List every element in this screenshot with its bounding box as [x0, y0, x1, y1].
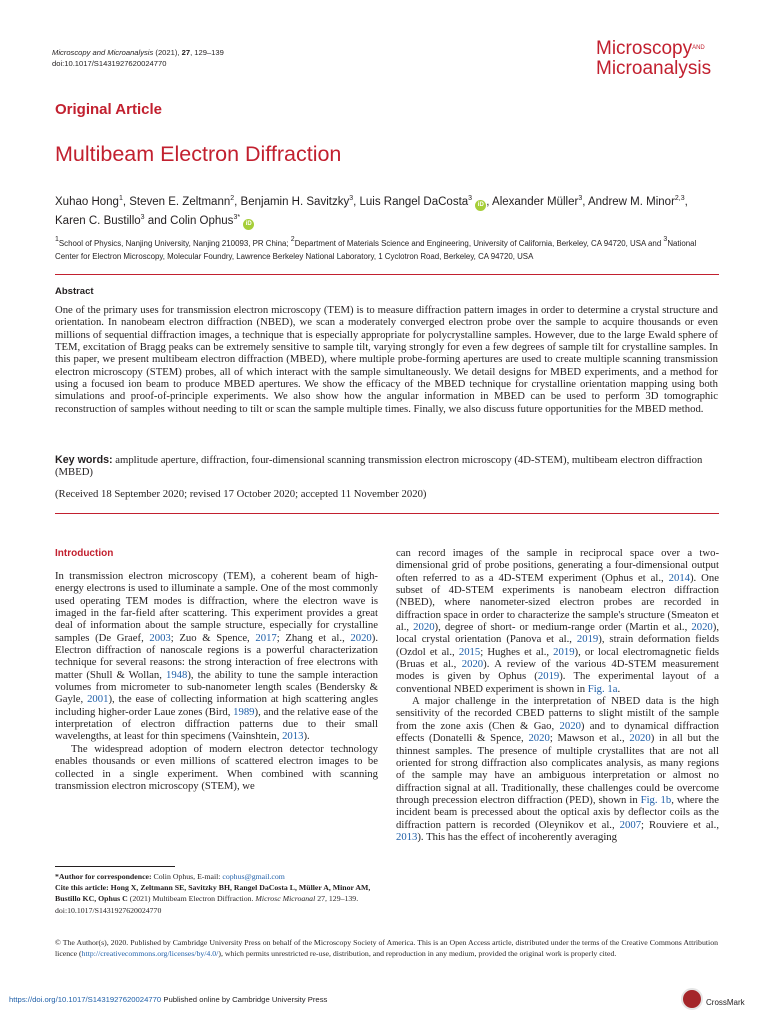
figure-link[interactable]: Fig. 1a — [587, 682, 618, 695]
reference-link[interactable]: 2013 — [396, 830, 418, 843]
text: . — [617, 682, 621, 695]
affil-text: National Center for Electron Microscopy, Molecular Foundry, Lawrence Berkeley National Laboratory, 1 Cyclotron Road, Berkeley, CA 94720, USA — [55, 239, 697, 261]
reference-link[interactable]: 2020 — [629, 732, 651, 745]
divider — [55, 513, 719, 514]
text: ; Zhang et al., — [276, 631, 351, 644]
text: , where the incident beam is precessed about the optical axis by deflector coils as the diffraction pattern is recorded (Oleynikov et al., — [396, 793, 719, 831]
introduction-heading: Introduction — [55, 548, 114, 559]
text: ), the ability to tune the sample interaction volumes from micrometer to sub-nanometer length scales (Bendersky & Gayle, — [55, 668, 378, 706]
cite-pages: , 129–139. doi:10.1017/S1431927620024770 — [55, 894, 359, 915]
affil-mark: 2 — [290, 236, 295, 243]
orcid-icon[interactable]: iD — [243, 219, 254, 230]
text: A major challenge in the interpretation of NBED data is the high sensitivity of the recorded CBED patterns to slight mistilt of the sample from the zone axis (Chen & Gao, — [396, 695, 719, 732]
text: ), strain deformation fields (Ozdol et al., — [396, 633, 719, 658]
reference-link[interactable]: 2013 — [282, 730, 304, 743]
journal-year: (2021), — [155, 48, 180, 57]
text: ), and the relative ease of the interpretation of electron diffraction patterns due to their small wavelengths, at least for thin specimens (Vainshtein, — [55, 705, 378, 743]
author-name: , Steven E. Zeltmann — [122, 196, 231, 208]
keywords — [55, 454, 718, 479]
publication-line — [9, 995, 327, 1004]
author-name: , Luis Rangel DaCosta — [353, 196, 469, 208]
copyright-text: © The Author(s), 2020. Published by Cambridge University Press on behalf of the Microscopy Society of America. This is an Open Access article, distributed under the terms of the Creative Commons Attribution licence ( — [55, 938, 718, 959]
doi-link[interactable]: https://doi.org/10.1017/S1431927620024770 — [9, 995, 162, 1004]
footnote-divider — [55, 866, 175, 867]
text: ), degree of short- or medium-range order (Martin et al., — [434, 621, 692, 634]
published-online-text: Published online by Cambridge University Press — [161, 995, 328, 1004]
email-link[interactable]: cophus@gmail.com — [222, 872, 285, 881]
text: ) in all but the thinnest samples. The presence of multiple crystallites that are not all oriented for strong diffraction also complicates analysis, as many regions of the sample may have an ambiguous interpretation or almost no diffraction signal at all. Traditionally, these challenges could be overcome through precession electron diffraction (PED), shown in — [396, 732, 719, 806]
journal-doi: doi:10.1017/S1431927620024770 — [52, 59, 167, 68]
figure-link[interactable]: Fig. 1b — [640, 793, 672, 806]
author-affil-mark: 3 — [578, 195, 583, 202]
text: ; Zuo & Spence, — [170, 631, 256, 644]
reference-link[interactable]: 2015 — [458, 645, 481, 658]
logo-word-microanalysis: Microanalysis — [596, 58, 712, 79]
cite-label: Cite this article: — [55, 883, 109, 893]
reference-link[interactable]: 2020 — [528, 732, 550, 745]
reference-link[interactable]: 2020 — [413, 621, 435, 634]
author-affil-mark: 2 — [230, 195, 235, 202]
author-affil-mark: 3 — [140, 214, 145, 221]
affil-mark: 3 — [663, 236, 668, 243]
footnote — [55, 871, 379, 916]
journal-name: Microscopy and Microanalysis — [52, 48, 154, 57]
author-affil-mark: 3* — [233, 214, 241, 221]
cite-text: (2021) Multibeam Electron Diffraction. — [127, 894, 256, 904]
reference-link[interactable]: 2019 — [553, 645, 575, 658]
affil-mark: 1 — [55, 236, 59, 243]
author-name: and Colin Ophus — [144, 215, 234, 227]
abstract-body: One of the primary uses for transmission electron microscopy (TEM) is to measure diffraction pattern images in order to determine a crystal structure and orientation. In nanobeam electron diffraction (NBED), we scan a moderately converged electron probe over the sample to acquire thousands or even millions of sequential diffraction images, a technique that is especially appropriate for polycrystalline samples. However, due to the large Ewald sphere of TEM, excitation of Bragg peaks can be extremely sensitive to sample tilt, varying strongly for even a few degrees of sample tilt for crystalline samples. In this paper, we present multibeam electron diffraction (MBED), where multiple probe-forming apertures are used to create multiple scanning transmission electron microscopy (STEM) probes, all of which interact with the sample simultaneously. We detail designs for MBED experiments, and a method for using a focused ion beam to produce MBED apertures. We show the efficacy of the MBED technique for crystalline orientation mapping using both simulations and proof-of-principle experiments. We also show how the angular information in MBED can be used to perform 3D tomographic reconstruction of samples without needing to tilt or scan the sample multiple times. Finally, we also discuss future opportunities for the MBED method. — [55, 304, 718, 415]
cite-volume: 27 — [315, 894, 325, 904]
text: ). This has the effect of incoherently averaging — [417, 830, 617, 843]
author-affil-mark: 1 — [118, 195, 123, 202]
correspondence-label: *Author for correspondence: — [55, 872, 152, 881]
text: ; Hughes et al., — [480, 645, 554, 658]
copyright-text: ), which permits unrestricted re-use, distribution, and reproduction in any medium, provided the original work is properly cited. — [218, 949, 617, 959]
reference-link[interactable]: 2001 — [87, 693, 109, 706]
author-affil-mark: 3 — [468, 195, 473, 202]
text: ). A review of the various 4D-STEM measurement modes is given by Ophus ( — [396, 658, 719, 683]
received-dates: (Received 18 September 2020; revised 17 October 2020; accepted 11 November 2020) — [55, 488, 427, 500]
author-name: , Karen C. Bustillo — [55, 196, 688, 227]
text: ). Electron diffraction of nanoscale regions is a powerful characterization technique for several reasons: the strong interaction of free electrons with matter (Shull & Wollan, — [55, 631, 378, 681]
abstract-heading: Abstract — [55, 286, 94, 297]
text: In transmission electron microscopy (TEM), a coherent beam of high-energy electrons is used to illuminate a sample. One of the most commonly used operating TEM modes is diffraction, where the electron wave is imaged in the far-field after scattering. This experiment provides a great deal of information about the sample structure, especially for crystalline samples (De Graef, — [55, 570, 378, 644]
author-name: Xuhao Hong — [55, 196, 119, 208]
copyright-notice — [55, 937, 718, 959]
reference-link[interactable]: 2020 — [691, 621, 713, 634]
body-column-left — [55, 570, 378, 792]
journal-logo[interactable] — [596, 38, 711, 79]
cite-journal: Microsc Microanal — [255, 894, 316, 904]
reference-link[interactable]: 2020 — [559, 719, 581, 732]
reference-link[interactable]: 2020 — [350, 631, 372, 644]
paragraph — [396, 547, 719, 695]
text: ; Mawson et al., — [549, 732, 630, 745]
text: ), or local electromagnetic fields (Bruas et al., — [396, 645, 719, 671]
crossmark-label: CrossMark — [706, 998, 745, 1007]
text: can record images of the sample in reciprocal space over a two-dimensional grid of probe positions, generating a four-dimensional output often referred to as a 4D-STEM experiment (Ophus et al., — [396, 547, 719, 584]
paragraph: The widespread adoption of modern electron detector technology enables thousands or even millions of scattered electron images to be collected in a single experiment. When combined with scanning transmission electron microscopy (STEM), we — [55, 742, 378, 792]
reference-link[interactable]: 2020 — [461, 658, 484, 671]
author-list — [55, 193, 715, 231]
author-name: , Andrew M. Minor — [582, 196, 675, 208]
author-affil-mark: 3 — [349, 195, 354, 202]
divider — [55, 274, 719, 275]
keywords-label: Key words: — [55, 454, 113, 466]
author-name: , Benjamin H. Savitzky — [234, 196, 350, 208]
paragraph — [396, 695, 719, 843]
affiliations — [55, 237, 717, 263]
text: ). The experimental layout of a conventional NBED experiment is shown in — [396, 670, 719, 695]
text: ). — [303, 730, 310, 743]
paragraph — [55, 570, 378, 743]
crossmark-icon — [681, 988, 703, 1010]
text: ) and to dynamical diffraction effects (Donatelli & Spence, — [396, 719, 719, 745]
body-column-right — [396, 547, 719, 843]
affil-text: School of Physics, Nanjing University, Nanjing 210093, PR China; — [58, 239, 291, 248]
journal-pages: , 129–139 — [190, 48, 224, 57]
reference-link[interactable]: 1989 — [233, 705, 255, 718]
logo-word-microscopy: Microscopy — [596, 38, 693, 59]
reference-link[interactable]: 2017 — [255, 631, 277, 644]
author-name: , Alexander Müller — [486, 196, 579, 208]
logo-and: AND — [692, 45, 705, 51]
text: ), the ease of collecting information at high scattering angles including higher-order Laue zones (Bird, — [55, 693, 378, 718]
reference-link[interactable]: 1948 — [165, 668, 188, 681]
journal-citation-line — [52, 47, 224, 69]
license-link[interactable]: http://creativecommons.org/licenses/by/4.0/ — [81, 949, 219, 959]
cite-authors: Hong X, Zeltmann SE, Savitzky BH, Rangel DaCosta L, Müller A, Minor AM, Bustillo KC, Ophus C — [55, 883, 371, 904]
text: ). One subset of 4D-STEM experiments is nanobeam electron diffraction (NBED), where nanometer-sized electron probes are recorded in diffraction space in order to characterize the sample's structure (Smeaton et al., — [396, 571, 719, 634]
text: ), local crystal orientation (Panova et al., — [396, 621, 719, 646]
reference-link[interactable]: 2007 — [619, 818, 642, 831]
article-type: Original Article — [55, 101, 162, 118]
crossmark-badge[interactable] — [681, 988, 745, 1010]
journal-volume: 27 — [181, 48, 191, 57]
text: ; Rouviere et al., — [641, 818, 719, 831]
reference-link[interactable]: 2003 — [149, 631, 171, 644]
reference-link[interactable]: 2014 — [668, 571, 690, 584]
affil-text: Department of Materials Science and Engineering, University of California, Berkeley, CA 94720, USA and — [294, 239, 664, 248]
keywords-text: amplitude aperture, diffraction, four-dimensional scanning transmission electron microscopy (4D-STEM), multibeam electron diffraction (MBED) — [55, 454, 703, 479]
reference-link[interactable]: 2019 — [576, 633, 599, 646]
author-affil-mark: 2,3 — [674, 195, 685, 202]
correspondence — [55, 871, 379, 882]
article-title: Multibeam Electron Diffraction — [55, 142, 342, 166]
orcid-icon[interactable]: iD — [475, 200, 486, 211]
cite-this-article — [55, 882, 379, 916]
correspondence-text: Colin Ophus, E-mail: — [151, 872, 223, 881]
reference-link[interactable]: 2019 — [537, 670, 560, 683]
